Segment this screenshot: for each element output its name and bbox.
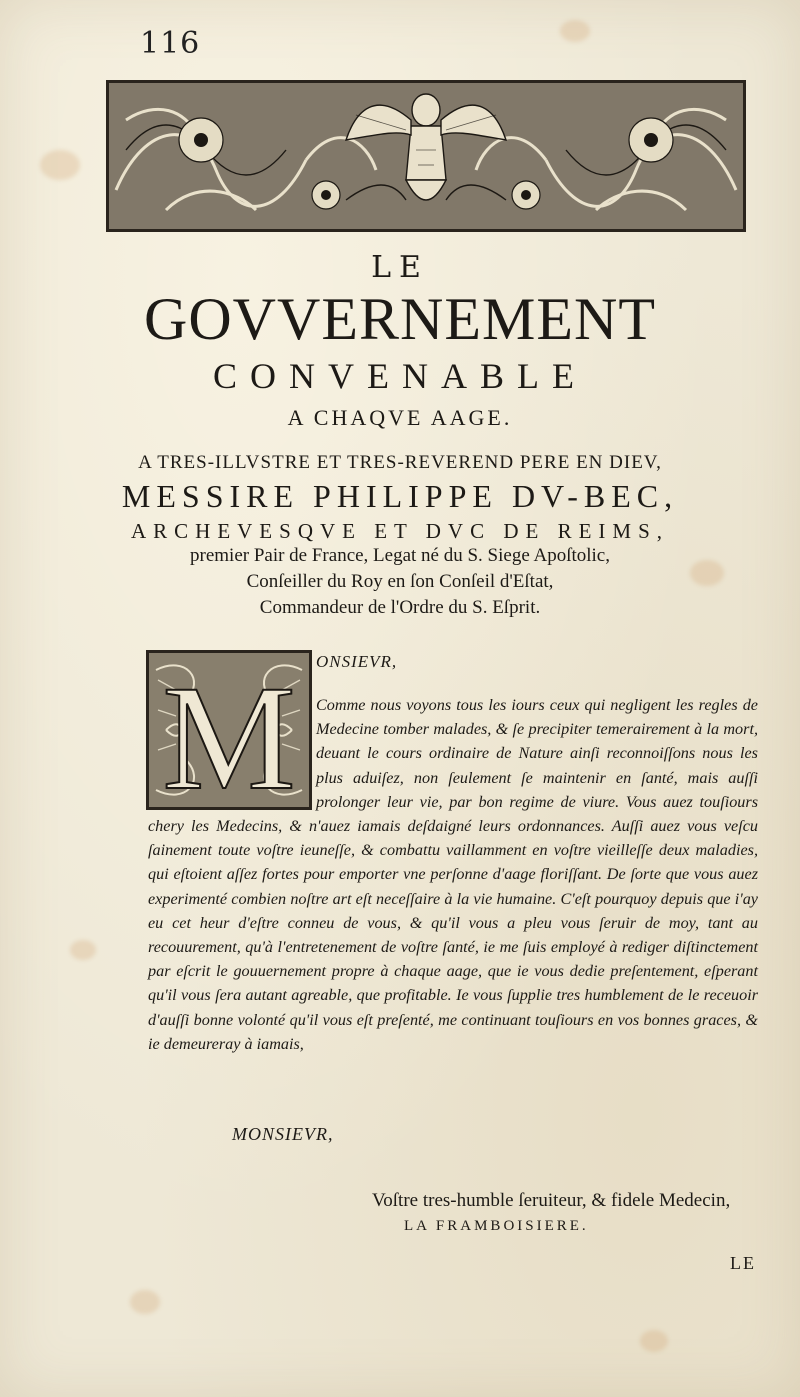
letter-body-text: Comme nous voyons tous les iours ceux qui negligent les regles de Medecine tomber malades, & ſe precipiter temerairement à la mort, deuant le cours ordinaire de Nature ainſi reconnoiſſons nous les plus aduiſez, non ſeulement ſe maintenir en ſanté, mais auſſi prolonger leur vie, par bon regime de viure. Vous auez touſiours chery les Medecins, & n'auez iamais deſdaigné leurs ordonnances. Auſſi auez vous veſcu ſainement toute voſtre ieuneſſe, & combattu vaillamment en voſtre vieilleſſe deux maladies, qui eſtoient aſſez fortes pour emporter vne perſonne d'aage floriſſant. De ſorte que vous auez experimenté combien noſtre art eſt neceſſaire à la vie humaine. C'eſt pourquoy depuis que i'ay eu cet heur d'eſtre conneu de vous, & qu'il vous a pleu vous ſeruir de moy, tant au recouurement, qu'à l'entretenement de voſtre ſanté, ie me ſuis employé à rediger diſtinctement par eſcrit le gouuernement propre à chaque aage, que ie vous dedie preſentement, eſperant qu'il vous ſera autant agreable, que profitable. Ie vous ſupplie tres humblement de le receuoir d'auſſi bonne volonté qu'il vous eſt preſenté, me continuant touſiours en vos bonnes graces, & ie demeureray à iamais, (148, 696, 758, 1053)
title-article: LE (371, 250, 429, 285)
closing-salutation: MONSIEVR, (232, 1124, 334, 1144)
foxing-stain (560, 20, 590, 42)
dedication-rank: ARCHEVESQVE ET DVC DE REIMS, (130, 519, 670, 543)
foxing-stain (70, 940, 96, 960)
drop-cap-spacer (148, 693, 316, 811)
dedication-line: premier Pair de France, Legat né du S. Siege Apoſtolic, (190, 545, 610, 566)
letter-salutation: ONSIEVR, (316, 652, 398, 671)
catchword: LE (730, 1253, 756, 1273)
title-line-3: A CHAQVE AAGE. (287, 405, 513, 430)
foxing-stain (130, 1290, 160, 1314)
letter-body (148, 693, 758, 1056)
foxing-stain (40, 150, 80, 180)
woodcut-header-ornament (106, 80, 746, 232)
dedication-line: Conſeiller du Roy en ſon Conſeil d'Eſtat, (246, 571, 554, 592)
letter-signoff: Voſtre tres-humble ſeruiteur, & fidele Medecin, (372, 1190, 731, 1211)
drop-cap-letter: M (162, 655, 296, 810)
page-title: GOVVERNEMENT (144, 286, 656, 352)
title-line-2: CONVENABLE (213, 356, 587, 396)
dedication-to: A TRES-ILLVSTRE ET TRES-REVEREND PERE EN DIEV, (138, 452, 662, 473)
dedication-name: MESSIRE PHILIPPE DV-BEC, (121, 478, 679, 514)
letter-signature: LA FRAMBOISIERE. (404, 1218, 589, 1234)
page-number: 116 (140, 26, 201, 61)
dedication-line: Commandeur de l'Ordre du S. Eſprit. (259, 597, 541, 618)
foxing-stain (640, 1330, 668, 1352)
